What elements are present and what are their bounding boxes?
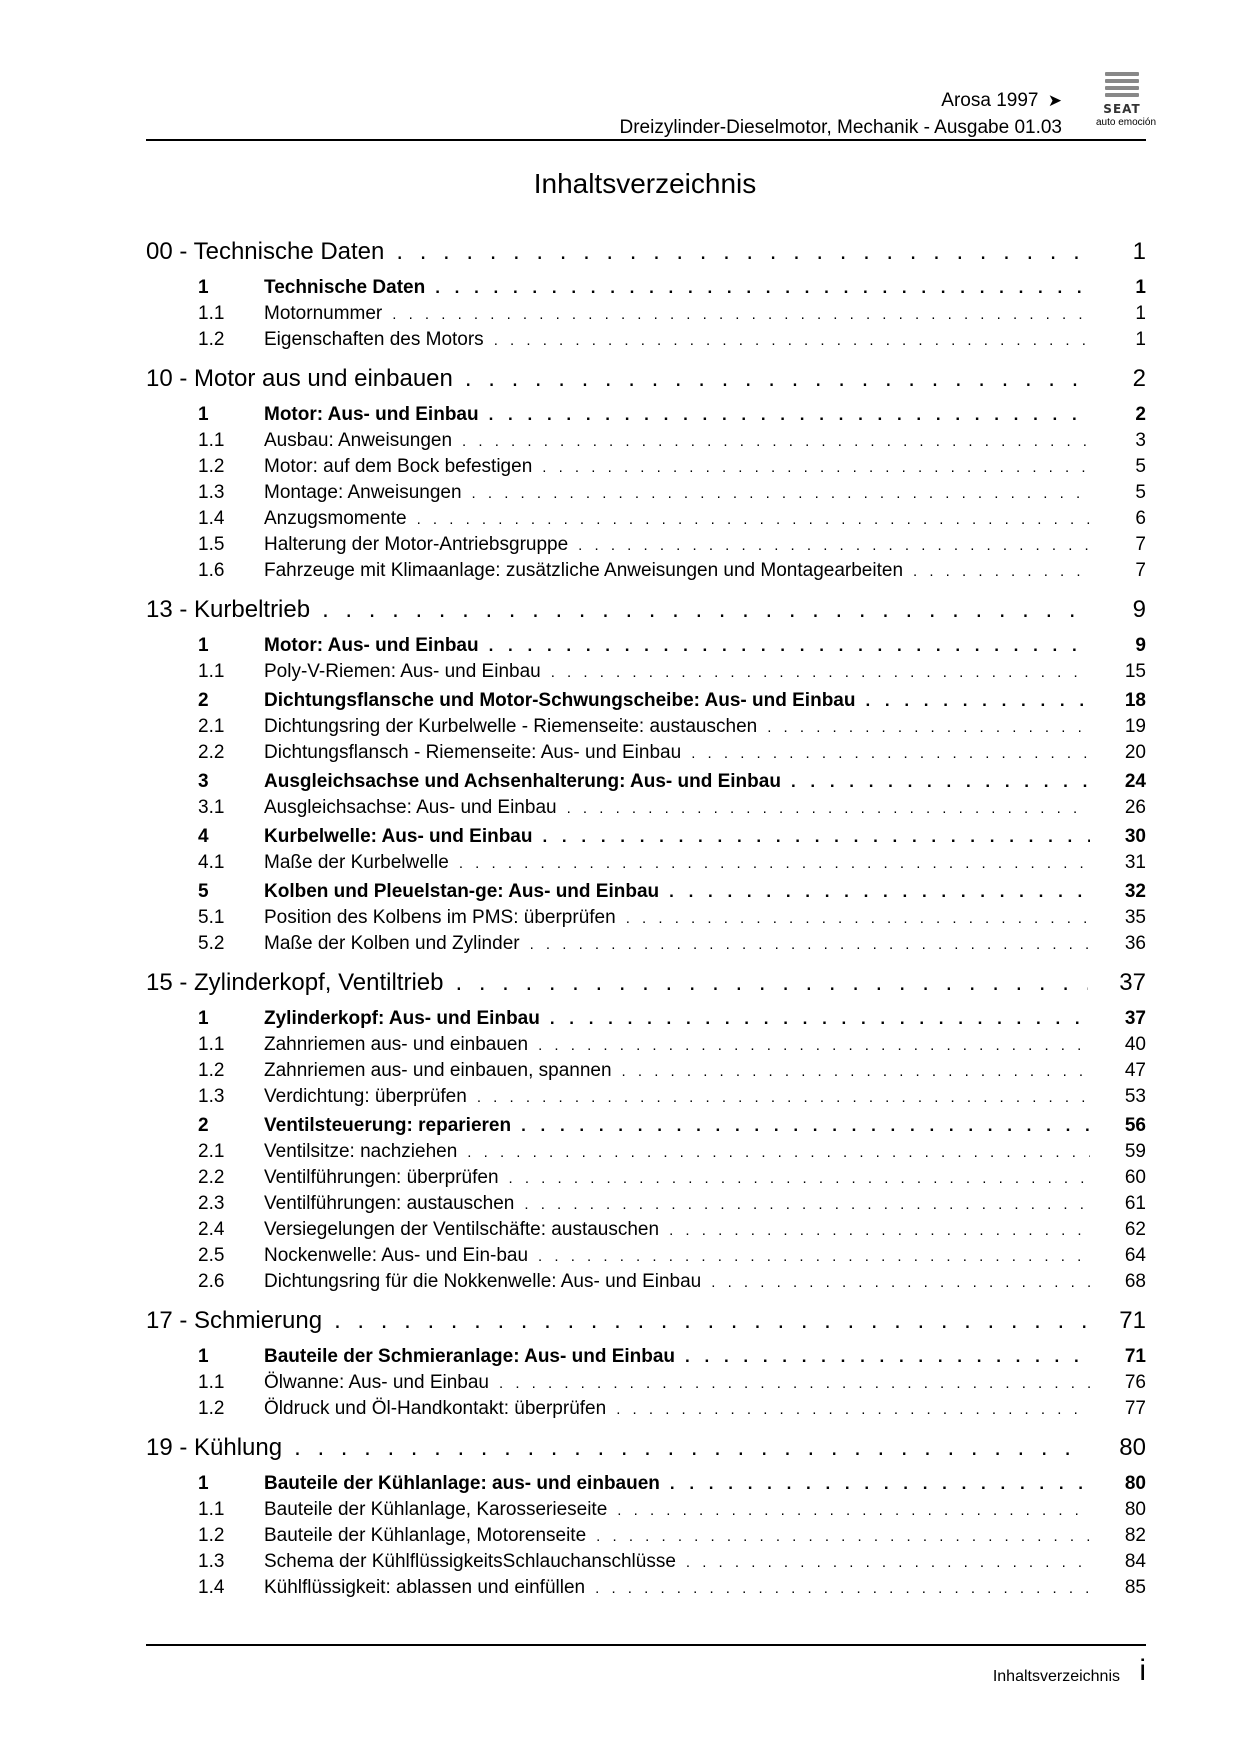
entry-number: 1 [198,277,209,298]
entry-title: Anzugsmomente [264,508,407,529]
toc-chapter-heading[interactable] [146,1434,1146,1470]
entry-title: Bauteile der Kühlanlage, Karosserieseite [264,1499,608,1520]
toc-subsection-entry[interactable] [146,797,1146,823]
dot-leader [489,636,1090,656]
dot-leader [499,1375,1090,1392]
entry-title: Position des Kolbens im PMS: überprüfen [264,907,616,928]
dot-leader [622,1063,1090,1080]
entry-number: 5 [198,881,209,902]
header-subtitle: Dreizylinder-Dieselmotor, Mechanik - Ausgabe 01.03 [619,117,1062,138]
dot-leader [494,332,1090,349]
toc-subsection-entry[interactable] [146,534,1146,560]
entry-title: Maße der Kurbelwelle [264,852,449,873]
entry-page-number: 76 [1124,1372,1146,1393]
entry-title: Dichtungsflansche und Motor-Schwungscheibe: Aus- und Einbau [264,690,856,711]
dot-leader [669,1222,1090,1239]
entry-title: Bauteile der Kühlanlage: aus- und einbauen [264,1473,660,1494]
entry-page-number: 53 [1124,1086,1146,1107]
entry-page-number: 56 [1124,1115,1146,1136]
toc-subsection-entry[interactable] [146,456,1146,482]
dot-leader [711,1274,1090,1291]
entry-number: 1 [198,635,209,656]
entry-title: Zylinderkopf: Aus- und Einbau [264,1008,540,1029]
toc-subsection-entry[interactable] [146,907,1146,933]
entry-page-number: 59 [1124,1141,1146,1162]
entry-number: 3.1 [198,797,225,818]
toc-subsection-entry[interactable] [146,852,1146,878]
toc-section-entry[interactable] [146,826,1146,852]
entry-number: 2.3 [198,1193,225,1214]
entry-page-number: 3 [1135,430,1146,451]
entry-title: Eigenschaften des Motors [264,329,484,350]
entry-number: 1.2 [198,1060,225,1081]
footer-label: Inhaltsverzeichnis [992,1668,1120,1685]
toc-subsection-entry[interactable] [146,742,1146,768]
entry-page-number: 5 [1135,456,1146,477]
entry-page-number: 84 [1124,1551,1146,1572]
entry-number: 3 [198,771,209,792]
toc-chapter-heading[interactable] [146,238,1146,274]
entry-page-number: 7 [1135,534,1146,555]
entry-title: Montage: Anweisungen [264,482,462,503]
entry-page-number: 9 [1135,635,1146,656]
toc-subsection-entry[interactable] [146,1086,1146,1112]
entry-title: Poly-V-Riemen: Aus- und Einbau [264,661,541,682]
entry-number: 5.1 [198,907,225,928]
dot-leader [467,1144,1090,1161]
toc-section-entry[interactable] [146,1346,1146,1372]
toc-subsection-entry[interactable] [146,1551,1146,1577]
entry-title: Halterung der Motor-Antriebsgruppe [264,534,569,555]
toc-subsection-entry[interactable] [146,1271,1146,1297]
entry-title: Kurbelwelle: Aus- und Einbau [264,826,533,847]
entry-page-number: 80 [1124,1473,1146,1494]
entry-number: 1 [198,1473,209,1494]
entry-number: 4.1 [198,852,225,873]
entry-number: 2.2 [198,1167,225,1188]
page-footer [146,1644,1146,1687]
toc-section-entry[interactable] [146,635,1146,661]
entry-title: Motornummer [264,303,383,324]
dot-leader [322,596,1088,624]
entry-title: Dichtungsring für die Nokkenwelle: Aus- und Einbau [264,1271,702,1292]
entry-title: Ausbau: Anweisungen [264,430,453,451]
header-model: Arosa 1997 [941,90,1039,111]
entry-title: Ventilführungen: überprüfen [264,1167,499,1188]
toc-section-group [146,1346,1146,1424]
entry-title: Zahnriemen aus- und einbauen [264,1034,529,1055]
dot-leader [509,1170,1090,1187]
dot-leader [595,1580,1090,1597]
entry-number: 1.2 [198,1398,225,1419]
chapter-title: 19 - Kühlung [146,1434,283,1461]
entry-number: 1.4 [198,508,225,529]
toc-chapter [146,969,1146,1297]
toc-subsection-entry[interactable] [146,1060,1146,1086]
dot-leader [596,1528,1090,1545]
toc-subsection-entry[interactable] [146,508,1146,534]
toc-section-entry[interactable] [146,404,1146,430]
dot-leader [538,1037,1090,1054]
entry-page-number: 31 [1124,852,1146,873]
dot-leader [396,238,1088,266]
dot-leader [551,664,1090,681]
entry-title: Fahrzeuge mit Klimaanlage: zusätzliche Anweisungen und Montagearbeiten [264,560,904,581]
entry-page-number: 18 [1124,690,1146,711]
toc-subsection-entry[interactable] [146,1167,1146,1193]
arrow-right-icon: ➤ [1047,91,1062,110]
entry-title: Motor: Aus- und Einbau [264,404,479,425]
dot-leader [477,1089,1090,1106]
dot-leader [686,1554,1090,1571]
toc-chapter-heading[interactable] [146,1307,1146,1343]
toc-section-entry[interactable] [146,1473,1146,1499]
dot-leader [550,1009,1090,1029]
seat-logo-brand: SEAT [1103,102,1141,116]
entry-number: 1 [198,1008,209,1029]
entry-number: 1.2 [198,456,225,477]
toc-subsection-entry[interactable] [146,303,1146,329]
entry-title: Bauteile der Schmieranlage: Aus- und Einbau [264,1346,676,1367]
entry-number: 1.1 [198,430,225,451]
entry-title: Ventilsitze: nachziehen [264,1141,458,1162]
toc-section-entry[interactable] [146,690,1146,716]
toc-subsection-entry[interactable] [146,661,1146,687]
dot-leader [791,772,1090,792]
toc-chapter [146,365,1146,586]
toc-section-entry[interactable] [146,277,1146,303]
dot-leader [669,882,1090,902]
chapter-title: 00 - Technische Daten [146,238,385,265]
dot-leader [524,1196,1090,1213]
entry-number: 1.2 [198,329,225,350]
entry-page-number: 77 [1124,1398,1146,1419]
toc-section-group [146,1115,1146,1297]
entry-page-number: 24 [1124,771,1146,792]
entry-title: Ventilführungen: austauschen [264,1193,515,1214]
toc-subsection-entry[interactable] [146,482,1146,508]
table-of-contents [146,238,1146,1613]
dot-leader [691,745,1090,762]
dot-leader [459,855,1090,872]
entry-number: 5.2 [198,933,225,954]
chapter-page-number: 2 [1132,365,1146,392]
seat-logo-tagline: auto emoción [1095,117,1157,128]
entry-title: Ausgleichsachse und Achsenhalterung: Aus- und Einbau [264,771,781,792]
dot-leader [455,969,1088,997]
toc-subsection-entry[interactable] [146,1141,1146,1167]
header-model-line [941,90,1062,112]
page-title: Inhaltsverzeichnis [533,168,757,199]
entry-page-number: 36 [1124,933,1146,954]
dot-leader [767,719,1090,736]
entry-number: 1.5 [198,534,225,555]
entry-number: 1 [198,404,209,425]
toc-subsection-entry[interactable] [146,560,1146,586]
entry-page-number: 82 [1124,1525,1146,1546]
entry-number: 2 [198,690,209,711]
chapter-page-number: 71 [1119,1307,1146,1334]
dot-leader [489,405,1090,425]
entry-number: 4 [198,826,209,847]
entry-page-number: 6 [1135,508,1146,529]
entry-page-number: 35 [1124,907,1146,928]
footer-divider [146,1644,1146,1646]
entry-page-number: 19 [1124,716,1146,737]
entry-title: Maße der Kolben und Zylinder [264,933,520,954]
entry-page-number: 60 [1124,1167,1146,1188]
toc-subsection-entry[interactable] [146,1398,1146,1424]
toc-section-entry[interactable] [146,1115,1146,1141]
toc-subsection-entry[interactable] [146,716,1146,742]
entry-number: 1.1 [198,303,225,324]
entry-page-number: 64 [1124,1245,1146,1266]
toc-subsection-entry[interactable] [146,1372,1146,1398]
entry-page-number: 37 [1124,1008,1146,1029]
toc-chapter [146,238,1146,355]
entry-page-number: 1 [1135,303,1146,324]
entry-number: 1.1 [198,661,225,682]
dot-leader [626,910,1090,927]
chapter-title: 17 - Schmierung [146,1307,323,1334]
dot-leader [567,800,1090,817]
dot-leader [865,691,1090,711]
entry-page-number: 30 [1124,826,1146,847]
toc-subsection-entry[interactable] [146,1193,1146,1219]
toc-section-group [146,404,1146,586]
entry-page-number: 15 [1124,661,1146,682]
toc-subsection-entry[interactable] [146,1245,1146,1271]
entry-number: 2.1 [198,716,225,737]
toc-section-group [146,277,1146,355]
toc-section-entry[interactable] [146,1008,1146,1034]
entry-number: 2.1 [198,1141,225,1162]
entry-page-number: 47 [1124,1060,1146,1081]
dot-leader [538,1248,1090,1265]
entry-title: Dichtungsflansch - Riemenseite: Aus- und Einbau [264,742,682,763]
dot-leader [521,1116,1090,1136]
seat-logo-mark-icon [1105,72,1139,102]
entry-title: Bauteile der Kühlanlage, Motorenseite [264,1525,587,1546]
entry-number: 1.2 [198,1525,225,1546]
entry-number: 2.6 [198,1271,225,1292]
toc-section-group [146,690,1146,768]
entry-number: 1.4 [198,1577,225,1598]
dot-leader [334,1307,1088,1335]
toc-chapter [146,1434,1146,1603]
chapter-page-number: 9 [1132,596,1146,623]
entry-number: 1 [198,1346,209,1367]
entry-number: 2.4 [198,1219,225,1240]
entry-page-number: 7 [1135,560,1146,581]
dot-leader [435,278,1090,298]
toc-subsection-entry[interactable] [146,1525,1146,1551]
entry-page-number: 26 [1124,797,1146,818]
entry-page-number: 62 [1124,1219,1146,1240]
toc-chapter-heading[interactable] [146,365,1146,401]
dot-leader [578,537,1090,554]
toc-subsection-entry[interactable] [146,329,1146,355]
chapter-title: 15 - Zylinderkopf, Ventiltrieb [146,969,444,996]
entry-title: Verdichtung: überprüfen [264,1086,467,1107]
entry-title: Ölwanne: Aus- und Einbau [264,1372,489,1393]
entry-number: 1.3 [198,482,225,503]
entry-title: Zahnriemen aus- und einbauen, spannen [264,1060,612,1081]
seat-logo [1082,72,1170,132]
entry-page-number: 2 [1135,404,1146,425]
toc-section-group [146,881,1146,959]
dot-leader [417,511,1090,528]
chapter-title: 10 - Motor aus und einbauen [146,365,453,392]
entry-title: Versiegelungen der Ventilschäfte: austauschen [264,1219,660,1240]
header-divider [146,139,1146,141]
entry-title: Technische Daten [264,277,426,298]
entry-number: 1.6 [198,560,225,581]
entry-number: 2.5 [198,1245,225,1266]
entry-title: Motor: Aus- und Einbau [264,635,479,656]
entry-number: 1.1 [198,1034,225,1055]
entry-title: Kühlflüssigkeit: ablassen und einfüllen [264,1577,586,1598]
entry-page-number: 61 [1124,1193,1146,1214]
entry-title: Öldruck und Öl-Handkontakt: überprüfen [264,1398,607,1419]
entry-title: Schema der KühlflüssigkeitsSchlauchanschlüsse [264,1551,676,1572]
dot-leader [617,1502,1090,1519]
chapter-page-number: 80 [1119,1434,1146,1461]
toc-subsection-entry[interactable] [146,430,1146,456]
entry-page-number: 68 [1124,1271,1146,1292]
entry-page-number: 80 [1124,1499,1146,1520]
dot-leader [462,433,1090,450]
entry-page-number: 1 [1135,329,1146,350]
dot-leader [294,1434,1088,1462]
dot-leader [465,365,1088,393]
entry-page-number: 85 [1124,1577,1146,1598]
dot-leader [913,563,1090,580]
toc-section-group [146,635,1146,687]
dot-leader [392,306,1090,323]
dot-leader [472,485,1090,502]
toc-chapter [146,596,1146,959]
toc-subsection-entry[interactable] [146,1219,1146,1245]
toc-subsection-entry[interactable] [146,1577,1146,1603]
dot-leader [530,936,1090,953]
chapter-title: 13 - Kurbeltrieb [146,596,311,623]
chapter-page-number: 37 [1119,969,1146,996]
entry-number: 1.1 [198,1372,225,1393]
entry-title: Kolben und Pleuelstan-ge: Aus- und Einbau [264,881,660,902]
toc-section-group [146,771,1146,823]
footer-page-number: i [1139,1654,1146,1687]
toc-section-group [146,826,1146,878]
toc-section-entry[interactable] [146,881,1146,907]
entry-page-number: 71 [1124,1346,1146,1367]
toc-section-entry[interactable] [146,771,1146,797]
toc-subsection-entry[interactable] [146,1034,1146,1060]
entry-title: Ausgleichsachse: Aus- und Einbau [264,797,557,818]
toc-section-group [146,1473,1146,1603]
entry-title: Motor: auf dem Bock befestigen [264,456,533,477]
toc-chapter-heading[interactable] [146,969,1146,1005]
dot-leader [616,1401,1090,1418]
entry-page-number: 1 [1135,277,1146,298]
entry-page-number: 20 [1124,742,1146,763]
entry-number: 2.2 [198,742,225,763]
entry-number: 1.1 [198,1499,225,1520]
entry-page-number: 5 [1135,482,1146,503]
page-header [0,0,1240,145]
toc-subsection-entry[interactable] [146,933,1146,959]
dot-leader [670,1474,1090,1494]
entry-number: 2 [198,1115,209,1136]
entry-page-number: 40 [1124,1034,1146,1055]
entry-page-number: 32 [1124,881,1146,902]
dot-leader [542,827,1090,847]
dot-leader [542,459,1090,476]
chapter-page-number: 1 [1132,238,1146,265]
toc-chapter-heading[interactable] [146,596,1146,632]
toc-chapter [146,1307,1146,1424]
entry-number: 1.3 [198,1551,225,1572]
entry-number: 1.3 [198,1086,225,1107]
dot-leader [685,1347,1090,1367]
toc-subsection-entry[interactable] [146,1499,1146,1525]
entry-title: Nockenwelle: Aus- und Ein-bau [264,1245,529,1266]
entry-title: Ventilsteuerung: reparieren [264,1115,512,1136]
toc-section-group [146,1008,1146,1112]
entry-title: Dichtungsring der Kurbelwelle - Riemenseite: austauschen [264,716,758,737]
